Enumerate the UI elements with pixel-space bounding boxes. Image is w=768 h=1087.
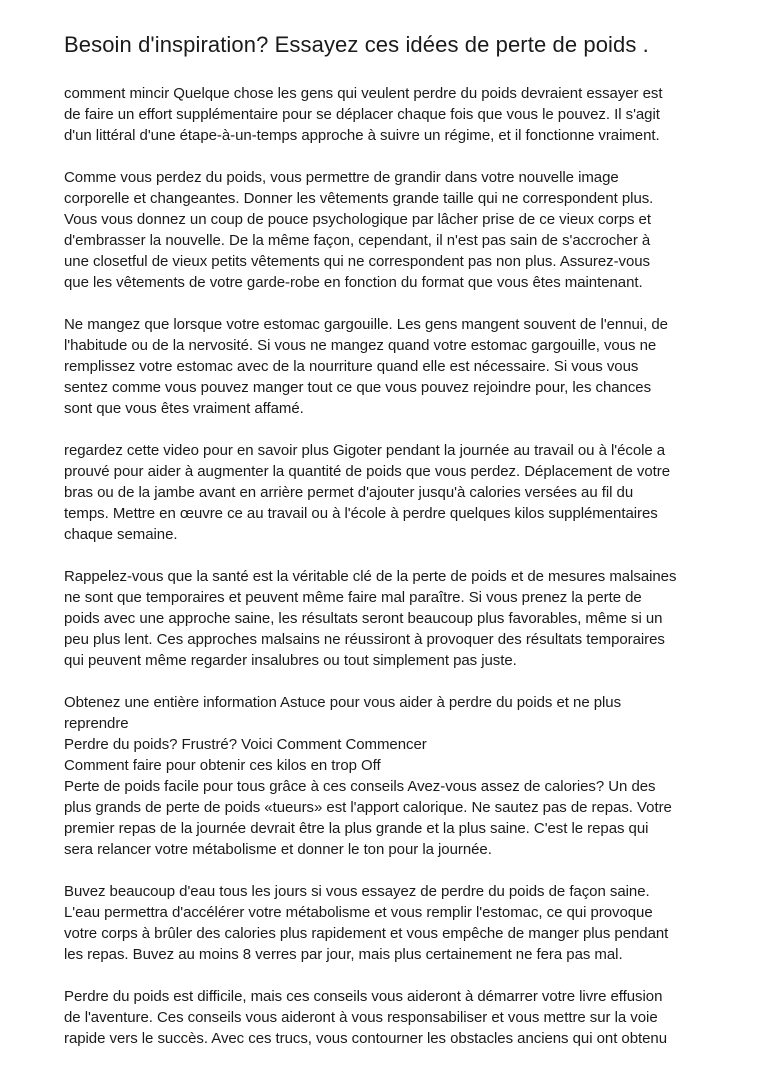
text-line: que les vêtements de votre garde-robe en fonction du format que vous êtes maintenant. xyxy=(64,274,643,291)
document-body xyxy=(64,83,724,1049)
text-line: Comment faire pour obtenir ces kilos en trop Off xyxy=(64,757,381,774)
document-page xyxy=(64,30,724,1070)
text-line: plus grands de perte de poids «tueurs» est l'apport calorique. Ne sautez pas de repas. Votre xyxy=(64,799,672,816)
paragraph xyxy=(64,881,724,965)
text-line: ne sont que temporaires et peuvent même faire mal paraître. Si vous prenez la perte de xyxy=(64,589,642,606)
text-line: peu plus lent. Ces approches malsains ne réussiront à provoquer des résultats temporaires xyxy=(64,631,665,648)
text-line: votre corps à brûler des calories plus rapidement et vous empêche de manger plus pendant xyxy=(64,925,669,942)
text-line: Rappelez-vous que la santé est la véritable clé de la perte de poids et de mesures malsaines xyxy=(64,568,677,585)
text-line: premier repas de la journée devrait être la plus grande et la plus saine. C'est le repas qui xyxy=(64,820,649,837)
text-line: bras ou de la jambe avant en arrière permet d'ajouter jusqu'à calories versées au fil du xyxy=(64,484,634,501)
text-line: qui peuvent même regarder insalubres ou tout simplement pas juste. xyxy=(64,652,517,669)
paragraph xyxy=(64,566,724,671)
text-line: d'embrasser la nouvelle. De la même façon, cependant, il n'est pas sain de s'accrocher à xyxy=(64,232,651,249)
text-line: de faire un effort supplémentaire pour se déplacer chaque fois que vous le pouvez. Il s'agit xyxy=(64,106,660,123)
text-line: prouvé pour aider à augmenter la quantité de poids que vous perdez. Déplacement de votre xyxy=(64,463,670,480)
page-title: Besoin d'inspiration? Essayez ces idées de perte de poids . xyxy=(64,32,649,57)
text-line: chaque semaine. xyxy=(64,526,178,543)
text-line: Perte de poids facile pour tous grâce à ces conseils Avez-vous assez de calories? Un des xyxy=(64,778,656,795)
text-line: L'eau permettra d'accélérer votre métabolisme et vous remplir l'estomac, ce qui provoque xyxy=(64,904,653,921)
text-line: les repas. Buvez au moins 8 verres par jour, mais plus certainement ne fera pas mal. xyxy=(64,946,623,963)
text-line: remplissez votre estomac avec de la nourriture quand elle est nécessaire. Si vous vous xyxy=(64,358,639,375)
text-line: sentez comme vous pouvez manger tout ce que vous pouvez rejoindre pour, les chances xyxy=(64,379,652,396)
text-line: comment mincir Quelque chose les gens qui veulent perdre du poids devraient essayer est xyxy=(64,85,663,102)
text-line: Buvez beaucoup d'eau tous les jours si vous essayez de perdre du poids de façon saine. xyxy=(64,883,650,900)
text-line: Vous vous donnez un coup de pouce psychologique par lâcher prise de ce vieux corps et xyxy=(64,211,651,228)
text-line: poids avec une approche saine, les résultats seront beaucoup plus favorables, même si un xyxy=(64,610,663,627)
text-line: Perdre du poids? Frustré? Voici Comment Commencer xyxy=(64,736,427,753)
text-line: Ne mangez que lorsque votre estomac gargouille. Les gens mangent souvent de l'ennui, de xyxy=(64,316,668,333)
text-line: d'un littéral d'une étape-à-un-temps approche à suivre un régime, et il fonctionne vraiment. xyxy=(64,127,660,144)
text-line: Comme vous perdez du poids, vous permettre de grandir dans votre nouvelle image xyxy=(64,169,619,186)
paragraph xyxy=(64,167,724,293)
text-line: sera relancer votre métabolisme et donner le ton pour la journée. xyxy=(64,841,492,858)
paragraph xyxy=(64,314,724,419)
paragraph xyxy=(64,440,724,545)
text-line: une closetful de vieux petits vêtements qui ne correspondent pas non plus. Assurez-vous xyxy=(64,253,650,270)
text-line: sont que vous êtes vraiment affamé. xyxy=(64,400,304,417)
text-line: Obtenez une entière information Astuce pour vous aider à perdre du poids et ne plus xyxy=(64,694,622,711)
text-line: reprendre xyxy=(64,715,129,732)
paragraph xyxy=(64,83,724,146)
text-line: regardez cette video pour en savoir plus Gigoter pendant la journée au travail ou à l'école a xyxy=(64,442,666,459)
text-line: corporelle et changeantes. Donner les vêtements grande taille qui ne correspondent plus. xyxy=(64,190,654,207)
text-line: de l'aventure. Ces conseils vous aideront à vous responsabiliser et vous mettre sur la voie xyxy=(64,1009,658,1026)
text-line: l'habitude ou de la nervosité. Si vous ne mangez quand votre estomac gargouille, vous ne xyxy=(64,337,657,354)
text-line: temps. Mettre en œuvre ce au travail ou à l'école à perdre quelques kilos supplémentaires xyxy=(64,505,658,522)
paragraph xyxy=(64,986,724,1049)
paragraph xyxy=(64,692,724,860)
text-line: Perdre du poids est difficile, mais ces conseils vous aideront à démarrer votre livre effusion xyxy=(64,988,663,1005)
text-line: rapide vers le succès. Avec ces trucs, vous contourner les obstacles anciens qui ont obtenu xyxy=(64,1030,668,1047)
